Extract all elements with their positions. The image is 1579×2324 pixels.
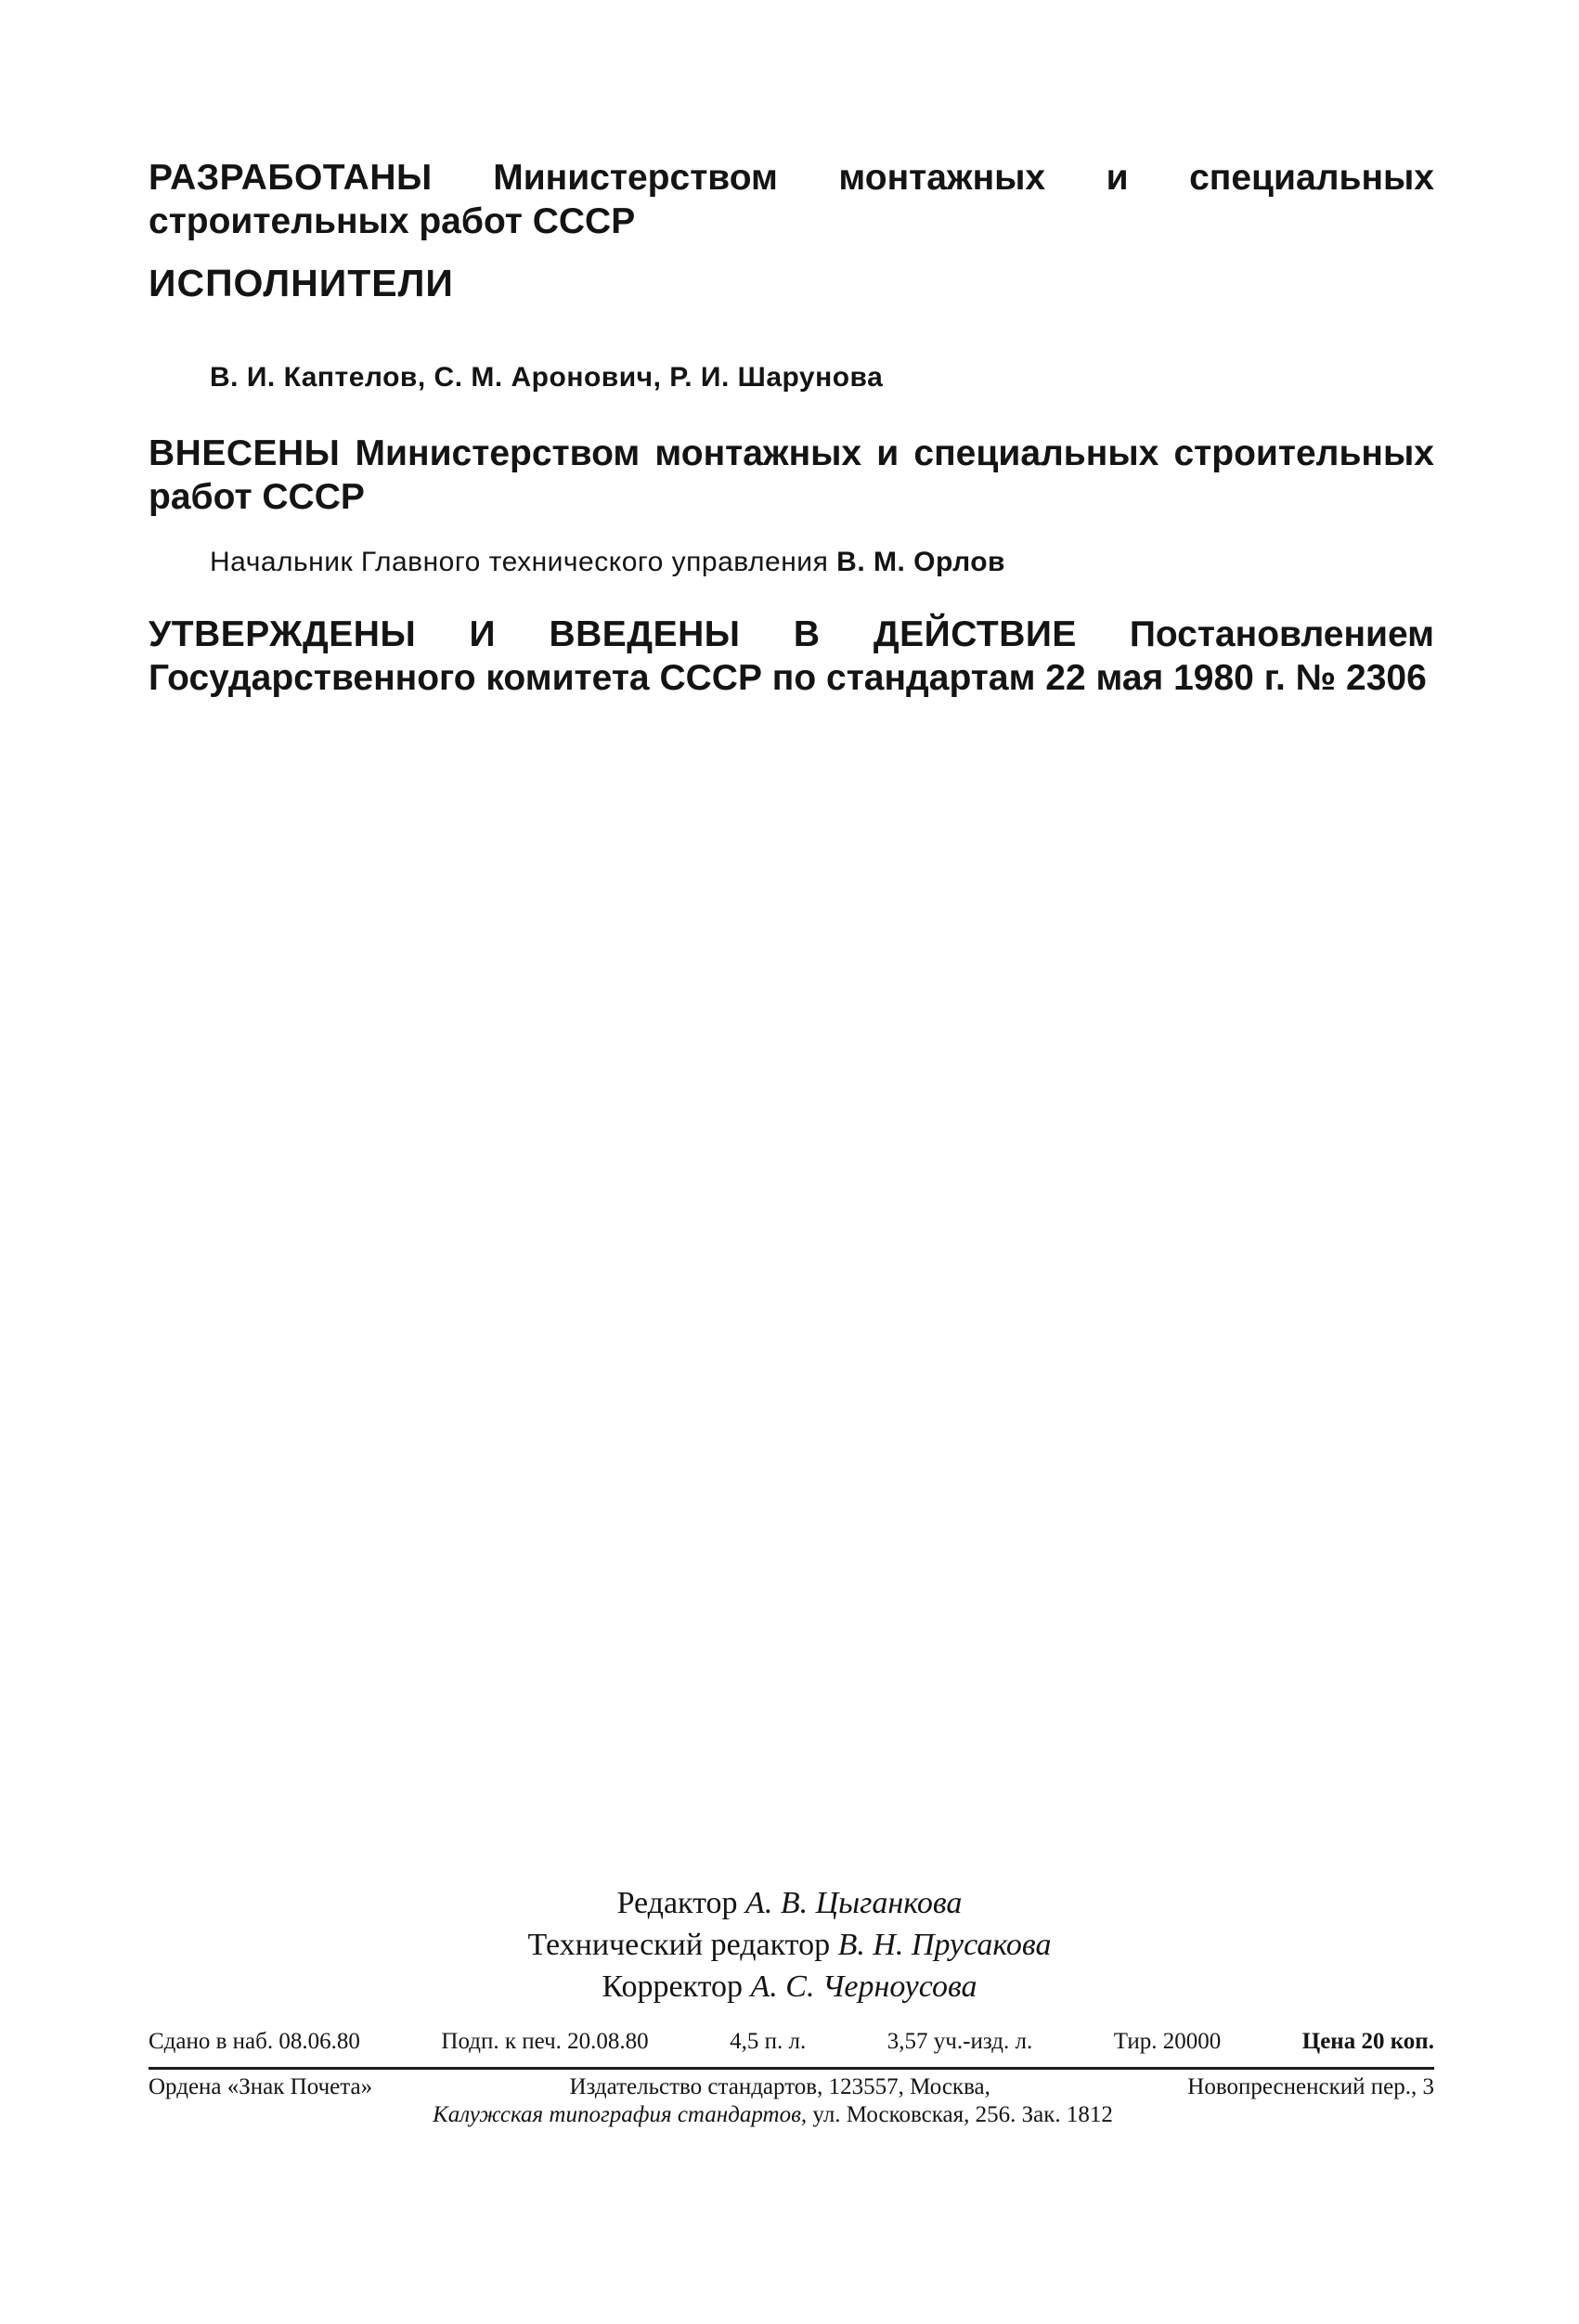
executors-names: В. И. Каптелов, С. М. Аронович, Р. И. Шарунова (210, 362, 884, 393)
typeset-date: Сдано в наб. 08.06.80 (149, 2029, 360, 2054)
chief-position: Начальник Главного технического управления (210, 547, 829, 577)
publisher-order: Ордена «Знак Почета» (149, 2074, 373, 2099)
edition-sheets: 3,57 уч.-изд. л. (887, 2029, 1033, 2054)
imprint-footer (149, 2073, 1434, 2129)
credit-technical-editor (0, 1924, 1579, 1966)
printer-line (149, 2101, 1434, 2129)
printer-name: Калужская типография стандартов, (433, 2102, 808, 2127)
developed-label: РАЗРАБОТАНЫ (149, 158, 433, 198)
credit-role: Технический редактор (527, 1928, 831, 1962)
chief-line (210, 547, 1005, 578)
credit-name: А. В. Цыганкова (745, 1886, 963, 1920)
publisher-line (149, 2073, 1434, 2101)
signed-date: Подп. к печ. 20.08.80 (441, 2029, 649, 2054)
publisher-name: Издательство стандартов, 123557, Москва, (569, 2074, 990, 2099)
introduced-text: Министерством монтажных и специальных строительных работ СССР (149, 433, 1434, 517)
introduced-paragraph (149, 432, 1434, 519)
footer-divider (149, 2067, 1434, 2070)
approved-paragraph (149, 613, 1434, 700)
publisher-address: Новопресненский пер., 3 (1187, 2074, 1434, 2099)
credit-name: А. С. Черноусова (750, 1969, 977, 2004)
approved-text: Постановлением Государственного комитета СССР по стандартам 22 мая 1980 г. № 2306 (149, 614, 1434, 698)
chief-name: В. М. Орлов (836, 547, 1005, 577)
developed-text: Министерством монтажных и специальных строительных работ СССР (149, 158, 1434, 241)
price: Цена 20 коп. (1301, 2029, 1434, 2054)
developed-paragraph (149, 156, 1434, 243)
introduced-label: ВНЕСЕНЫ (149, 433, 341, 473)
circulation: Тир. 20000 (1113, 2029, 1222, 2054)
credit-name: В. Н. Прусакова (837, 1928, 1052, 1962)
credit-role: Редактор (616, 1886, 738, 1920)
credit-role: Корректор (602, 1969, 744, 2004)
print-sheets: 4,5 п. л. (730, 2029, 807, 2054)
approved-label: УТВЕРЖДЕНЫ И ВВЕДЕНЫ В ДЕЙСТВИЕ (149, 614, 1077, 654)
credits-block (0, 1882, 1579, 2008)
executors-title: ИСПОЛНИТЕЛИ (149, 262, 454, 304)
credit-proofreader (0, 1966, 1579, 2008)
printer-address: ул. Московская, 256. Зак. 1812 (812, 2102, 1113, 2127)
credit-editor (0, 1882, 1579, 1924)
print-info (149, 2027, 1434, 2057)
